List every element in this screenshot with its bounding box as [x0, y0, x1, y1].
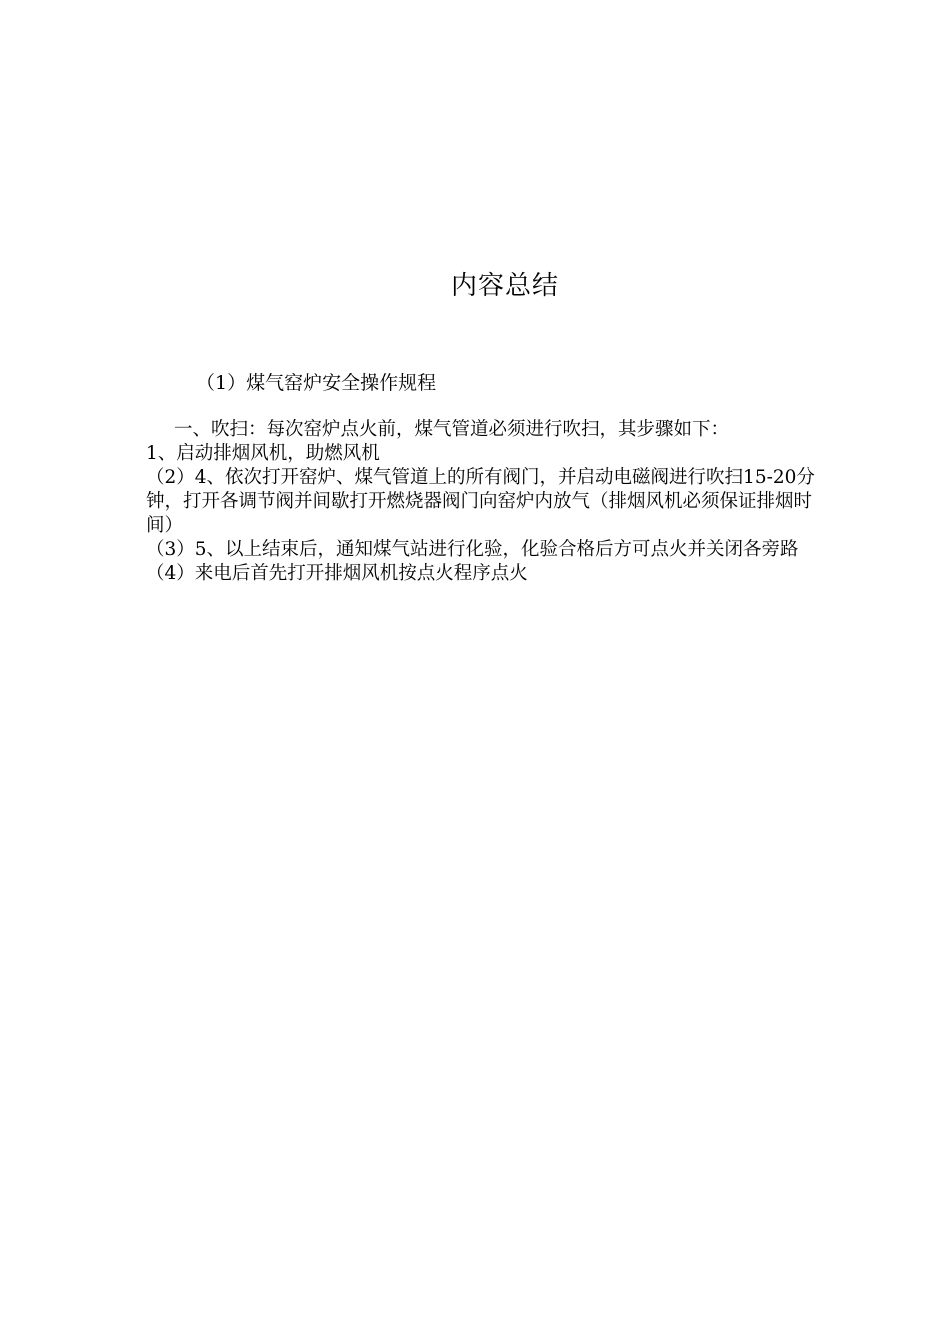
- paragraph-purge-intro: 一、吹扫：每次窑炉点火前，煤气管道必须进行吹扫，其步骤如下：: [174, 419, 730, 440]
- paragraph-step-1: 1、启动排烟风机，助燃风机: [146, 443, 380, 464]
- paragraph-step-3: （3）5、以上结束后，通知煤气站进行化验，化验合格后方可点火并关闭各旁路: [146, 539, 799, 560]
- document-title: 内容总结: [450, 271, 559, 301]
- document-subtitle: （1）煤气窑炉安全操作规程: [196, 372, 437, 394]
- paragraph-step-2: （2）4、依次打开窑炉、煤气管道上的所有阀门，并启动电磁阀进行吹扫15-20分钟，打开各调节阀并间歇打开燃烧器阀门向窑炉内放气（排烟风机必须保证排烟时间）: [146, 467, 815, 536]
- document-body: [146, 418, 816, 586]
- paragraph-step-4: （4）来电后首先打开排烟风机按点火程序点火: [146, 563, 528, 584]
